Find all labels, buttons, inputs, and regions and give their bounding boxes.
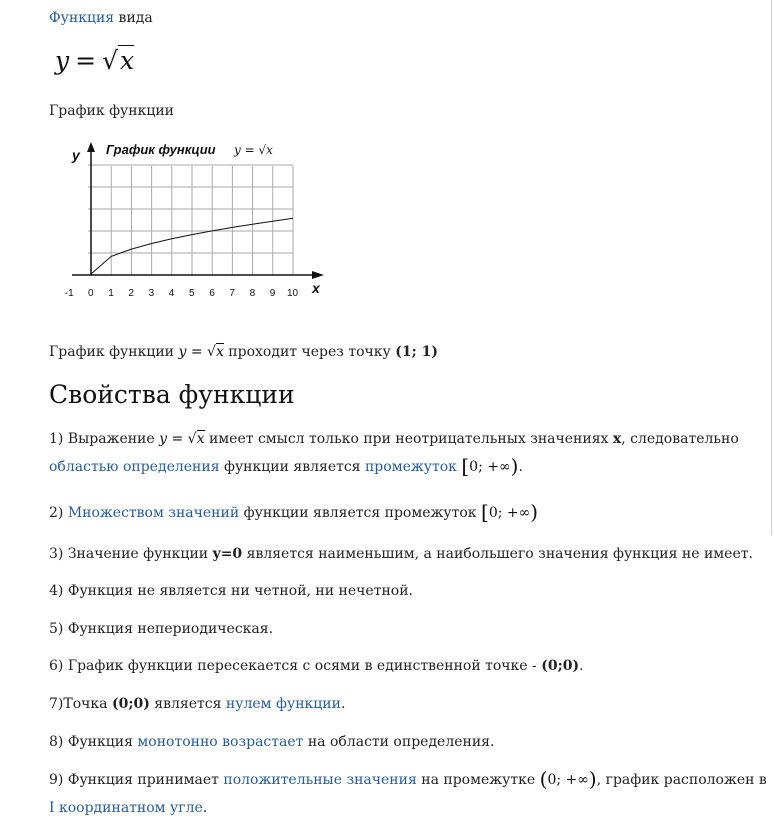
x-tick-label: 9 (269, 288, 276, 299)
property-3: 3) Значение функции y=0 является наименьшим, а наибольшего значения функция не имеет. (49, 546, 753, 562)
property-6: 6) График функции пересекается с осями в единственной точке - (0;0). (49, 658, 584, 674)
x-tick-label: 4 (168, 288, 175, 299)
chart-title: График функции (106, 142, 216, 157)
property-5: 5) Функция непериодическая. (49, 621, 274, 637)
property-9-line2: I координатном угле. (49, 800, 208, 816)
chart-title-formula: y = √x (234, 143, 273, 157)
x-tick-label: 10 (287, 288, 299, 299)
range-link[interactable]: Множеством значений (67, 505, 240, 521)
sqrt-chart (62, 136, 332, 306)
x-tick-label: 3 (148, 288, 155, 299)
graph-label: График функции (49, 103, 175, 119)
x-axis-arrow (312, 271, 324, 279)
formula-sqrt: y = √x (55, 46, 135, 75)
y-axis-label: y (72, 147, 80, 163)
property-1-line2: областью определения функции является промежуток [0; +∞). (49, 454, 523, 478)
x-tick-label: 5 (189, 288, 195, 299)
interval-2: [0; +∞) (481, 500, 539, 524)
page-edge-divider (771, 0, 772, 535)
intro-line: Функция вида (49, 10, 153, 26)
x-tick-label: 2 (128, 288, 134, 299)
x-tick-label: 1 (108, 288, 114, 299)
x-axis-label: x (312, 280, 320, 296)
chart-grid (88, 165, 293, 275)
passes-line: График функции y = √x проходит через точку (1; 1) (49, 344, 439, 360)
zero-link[interactable]: нулем функции (225, 696, 341, 712)
property-2: 2) Множеством значений функции является промежуток [0; +∞) (49, 500, 539, 524)
property-4: 4) Функция не является ни четной, ни нечетной. (49, 583, 413, 599)
property-7: 7)Точка (0;0) является нулем функции. (49, 696, 346, 712)
x-tick-label: 0 (88, 288, 94, 299)
interval-9: (0; +∞) (539, 767, 597, 791)
y-axis-arrow (87, 142, 95, 152)
x-tick-label: 7 (229, 288, 235, 299)
monotonic-link[interactable]: монотонно возрастает (137, 734, 304, 750)
property-1-line1: 1) Выражение y = √x имеет смысл только при неотрицательных значениях x, следовательно (49, 431, 739, 447)
chart-tick-labels (65, 288, 299, 299)
x-tick-label: 6 (209, 288, 215, 299)
x-tick-label: 8 (249, 288, 256, 299)
x-tick-label: -1 (64, 288, 74, 299)
properties-heading: Свойства функции (49, 380, 295, 409)
property-9-line1: 9) Функция принимает положительные значения на промежутке (0; +∞), график расположен в (49, 767, 767, 791)
domain-link[interactable]: областью определения (49, 459, 220, 475)
quadrant-link[interactable]: I координатном угле (49, 800, 203, 816)
passes-point: (1; 1) (395, 344, 439, 360)
positive-values-link[interactable]: положительные значения (223, 772, 417, 788)
interval-link[interactable]: промежуток (364, 459, 457, 475)
function-link[interactable]: Функция (49, 10, 115, 26)
interval-1: [0; +∞) (461, 454, 519, 478)
chart-axes (72, 142, 324, 279)
property-8: 8) Функция монотонно возрастает на области определения. (49, 734, 495, 750)
